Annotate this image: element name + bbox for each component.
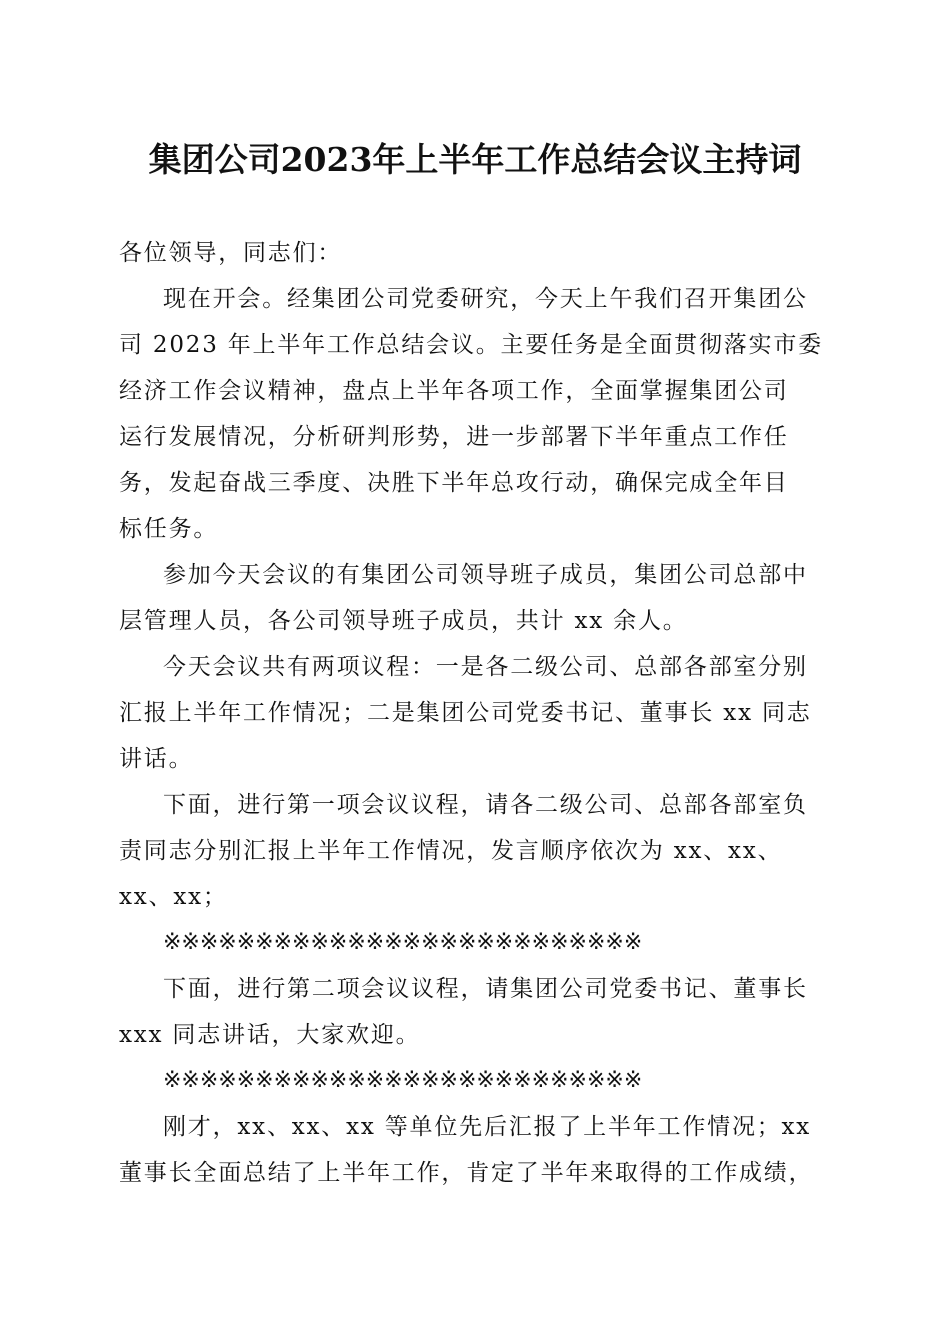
separator-line: ※※※※※※※※※※※※※※※※※※※※※※※※※※: [163, 1068, 643, 1093]
paragraph-line: 讲话。: [119, 746, 194, 772]
paragraph-line: xx、xx；: [119, 884, 228, 910]
paragraph-line: 现在开会。经集团公司党委研究，今天上午我们召开集团公: [163, 286, 808, 312]
paragraph-line: 下面，进行第二项会议议程，请集团公司党委书记、董事长: [163, 976, 808, 1002]
paragraph-line: 运行发展情况，分析研判形势，进一步部署下半年重点工作任: [119, 424, 789, 450]
paragraph-line: 层管理人员，各公司领导班子成员，共计 xx 余人。: [119, 608, 688, 634]
document-title: 集团公司2023年上半年工作总结会议主持词: [148, 140, 802, 179]
paragraph-line: 刚才，xx、xx、xx 等单位先后汇报了上半年工作情况；xx: [163, 1114, 812, 1140]
paragraph-line: 汇报上半年工作情况；二是集团公司党委书记、董事长 xx 同志: [119, 700, 812, 726]
paragraph-line: 司 2023 年上半年工作总结会议。主要任务是全面贯彻落实市委: [119, 332, 823, 358]
paragraph-line: 标任务。: [119, 516, 219, 542]
paragraph-line: 董事长全面总结了上半年工作，肯定了半年来取得的工作成绩，: [119, 1160, 814, 1186]
paragraph-line: 责同志分别汇报上半年工作情况，发言顺序依次为 xx、xx、: [119, 838, 783, 864]
paragraph-line: 参加今天会议的有集团公司领导班子成员，集团公司总部中: [163, 562, 808, 588]
paragraph-line: 经济工作会议精神，盘点上半年各项工作，全面掌握集团公司: [119, 378, 789, 404]
document-body: [119, 230, 823, 1196]
paragraph-line: 下面，进行第一项会议议程，请各二级公司、总部各部室负: [163, 792, 808, 818]
paragraph-line: 今天会议共有两项议程：一是各二级公司、总部各部室分别: [163, 654, 808, 680]
paragraph-line: 各位领导，同志们：: [119, 240, 343, 266]
paragraph-line: 务，发起奋战三季度、决胜下半年总攻行动，确保完成全年目: [119, 470, 789, 496]
separator-line: ※※※※※※※※※※※※※※※※※※※※※※※※※※: [163, 930, 643, 955]
paragraph-line: xxx 同志讲话，大家欢迎。: [119, 1022, 421, 1048]
